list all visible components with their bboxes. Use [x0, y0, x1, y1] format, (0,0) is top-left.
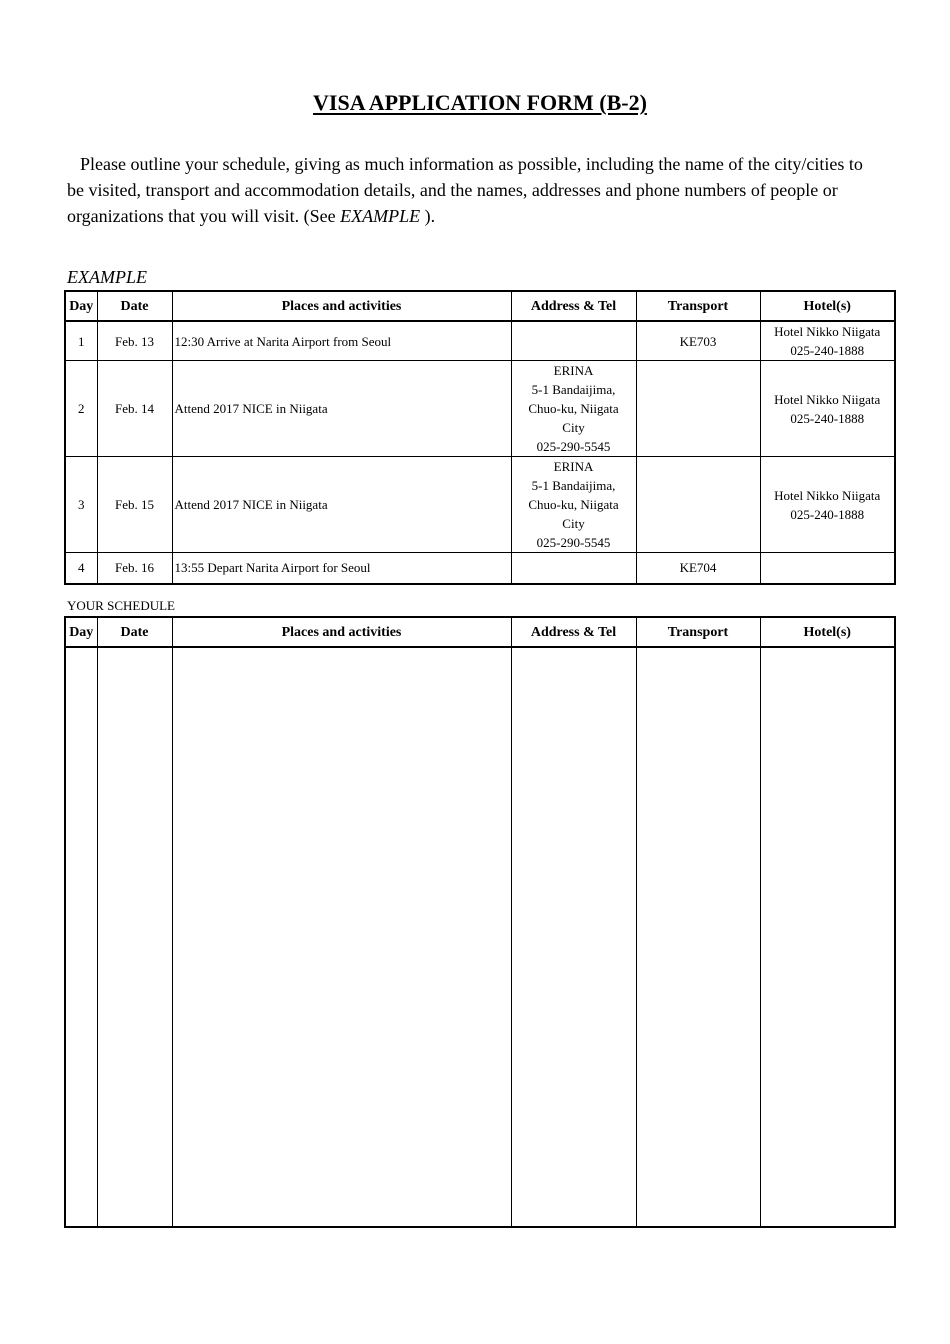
- example-row: [65, 553, 895, 584]
- col-address: Address & Tel: [511, 617, 636, 647]
- places-cell: Attend 2017 NICE in Niigata: [172, 361, 511, 457]
- address-cell-line: ERINA: [553, 363, 594, 378]
- schedule-entry-row: [65, 647, 895, 1227]
- hotel-input-cell[interactable]: [760, 647, 895, 1227]
- example-row: [65, 361, 895, 457]
- places-input-cell[interactable]: [172, 647, 511, 1227]
- your-schedule-label: YOUR SCHEDULE: [67, 598, 175, 613]
- col-hotel: Hotel(s): [760, 617, 895, 647]
- hotel-cell-line: 025-240-1888: [790, 410, 865, 426]
- instructions-paragraph: [67, 151, 867, 229]
- example-row: [65, 457, 895, 553]
- places-cell: 12:30 Arrive at Narita Airport from Seoul: [172, 321, 511, 361]
- address-input-cell[interactable]: [511, 647, 636, 1227]
- date-cell: Feb. 15: [97, 457, 172, 553]
- places-cell: Attend 2017 NICE in Niigata: [172, 457, 511, 553]
- col-day: Day: [65, 291, 97, 321]
- example-header-row: [65, 291, 895, 321]
- transport-cell: [636, 361, 760, 457]
- date-cell: Feb. 14: [97, 361, 172, 457]
- address-cell-line: City: [562, 516, 585, 531]
- address-cell-line: City: [562, 420, 585, 435]
- address-cell: [511, 361, 636, 457]
- col-transport: Transport: [636, 291, 760, 321]
- address-cell-line: 5-1 Bandaijima,: [531, 382, 616, 397]
- hotel-cell: [760, 321, 895, 361]
- date-input-cell[interactable]: [97, 647, 172, 1227]
- places-cell: 13:55 Depart Narita Airport for Seoul: [172, 553, 511, 584]
- address-cell: [511, 553, 636, 584]
- col-places: Places and activities: [172, 291, 511, 321]
- hotel-cell-line: Hotel Nikko Niigata: [774, 391, 881, 407]
- address-cell-line: Chuo-ku, Niigata: [528, 401, 619, 416]
- col-date: Date: [97, 617, 172, 647]
- address-cell-line: ERINA: [553, 459, 594, 474]
- example-schedule-table: [64, 290, 896, 585]
- address-cell: [511, 457, 636, 553]
- col-places: Places and activities: [172, 617, 511, 647]
- day-cell: 2: [65, 361, 97, 457]
- address-cell-line: Chuo-ku, Niigata: [528, 497, 619, 512]
- transport-input-cell[interactable]: [636, 647, 760, 1227]
- col-hotel: Hotel(s): [760, 291, 895, 321]
- your-schedule-table: [64, 616, 896, 1228]
- day-cell: 1: [65, 321, 97, 361]
- instructions-example-ref: EXAMPLE: [340, 206, 421, 226]
- date-cell: Feb. 16: [97, 553, 172, 584]
- date-cell: Feb. 13: [97, 321, 172, 361]
- schedule-header-row: [65, 617, 895, 647]
- address-cell-line: 025-290-5545: [536, 535, 611, 550]
- col-day: Day: [65, 617, 97, 647]
- col-date: Date: [97, 291, 172, 321]
- instructions-text: Please outline your schedule, giving as much information as possible, including the name of the city/cities to be visited, transport and accommodation details, and the names, addresses and phone numbers of people or organizations that you will visit. (See: [67, 154, 863, 226]
- address-cell-line: 025-290-5545: [536, 439, 611, 454]
- hotel-cell: [760, 361, 895, 457]
- transport-cell: KE704: [636, 553, 760, 584]
- hotel-cell-line: 025-240-1888: [790, 343, 865, 358]
- instructions-tail: ).: [420, 206, 436, 226]
- example-label: EXAMPLE: [67, 267, 147, 287]
- day-cell: 4: [65, 553, 97, 584]
- address-cell-line: 5-1 Bandaijima,: [531, 478, 616, 493]
- transport-cell: KE703: [636, 321, 760, 361]
- address-cell: [511, 321, 636, 361]
- form-title: VISA APPLICATION FORM (B-2): [313, 90, 647, 115]
- col-address: Address & Tel: [511, 291, 636, 321]
- transport-cell: [636, 457, 760, 553]
- col-transport: Transport: [636, 617, 760, 647]
- hotel-cell: [760, 553, 895, 584]
- hotel-cell-line: Hotel Nikko Niigata: [774, 487, 881, 503]
- hotel-cell-line: Hotel Nikko Niigata: [774, 324, 881, 339]
- hotel-cell-line: 025-240-1888: [790, 506, 865, 522]
- example-row: [65, 321, 895, 361]
- day-cell: 3: [65, 457, 97, 553]
- hotel-cell: [760, 457, 895, 553]
- day-input-cell[interactable]: [65, 647, 97, 1227]
